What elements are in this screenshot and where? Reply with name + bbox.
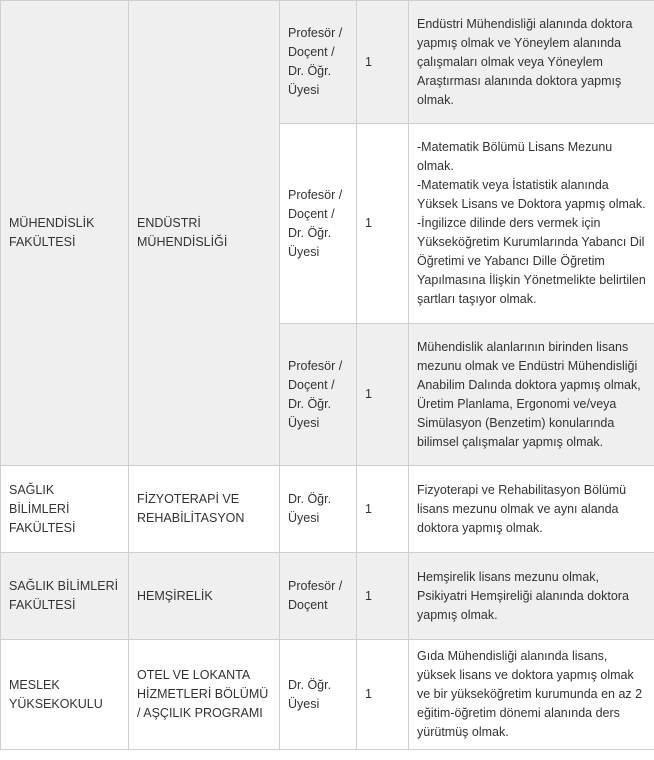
count-cell: 1 (357, 466, 409, 553)
title-cell: Dr. Öğr. Üyesi (280, 466, 357, 553)
count-cell: 1 (357, 553, 409, 640)
title-cell: Profesör / Doçent (280, 553, 357, 640)
faculty-cell: SAĞLIK BİLİMLERİ FAKÜLTESİ (1, 553, 129, 640)
table-row (1, 553, 654, 640)
requirement-cell: Fizyoterapi ve Rehabilitasyon Bölümü lisans mezunu olmak ve aynı alanda doktora yapmış olmak. (409, 466, 654, 553)
department-cell: FİZYOTERAPİ VE REHABİLİTASYON (129, 466, 280, 553)
requirement-cell: -Matematik Bölümü Lisans Mezunu olmak. -Matematik veya İstatistik alanında Yüksek Lisans ve Doktora yapmış olmak. -İngilizce dilinde ders vermek için Yükseköğretim Kurumlarında Yabancı Dil Öğretimi ve Yabancı Dille Öğretim Yapılmasına İlişkin Yönetmelikte belirtilen şartları taşıyor olmak. (409, 124, 654, 324)
title-cell: Profesör / Doçent / Dr. Öğr. Üyesi (280, 324, 357, 466)
requirement-cell: Hemşirelik lisans mezunu olmak, Psikiyatri Hemşireliği alanında doktora yapmış olmak. (409, 553, 654, 640)
title-cell: Dr. Öğr. Üyesi (280, 640, 357, 750)
count-cell: 1 (357, 324, 409, 466)
requirement-cell: Endüstri Mühendisliği alanında doktora yapmış olmak ve Yöneylem alanında çalışmaları olmak veya Yöneylem Araştırması alanında doktora yapmış olmak. (409, 1, 654, 124)
table-row (1, 466, 654, 553)
faculty-cell: MÜHENDİSLİK FAKÜLTESİ (1, 1, 129, 466)
requirement-cell: Gıda Mühendisliği alanında lisans, yüksek lisans ve doktora yapmış olmak ve bir yükseköğretim kurumunda en az 2 eğitim-öğretim dönemi alanında ders yürütmüş olmak. (409, 640, 654, 750)
count-cell: 1 (357, 124, 409, 324)
requirement-cell: Mühendislik alanlarının birinden lisans mezunu olmak ve Endüstri Mühendisliği Anabilim Dalında doktora yapmış olmak, Üretim Planlama, Ergonomi ve/veya Simülasyon (Benzetim) konularında bilimsel çalışmalar yapmış olmak. (409, 324, 654, 466)
title-cell: Profesör / Doçent / Dr. Öğr. Üyesi (280, 1, 357, 124)
department-cell: HEMŞİRELİK (129, 553, 280, 640)
department-cell: OTEL VE LOKANTA HİZMETLERİ BÖLÜMÜ / AŞÇILIK PROGRAMI (129, 640, 280, 750)
title-cell: Profesör / Doçent / Dr. Öğr. Üyesi (280, 124, 357, 324)
table-row (1, 1, 654, 124)
faculty-cell: SAĞLIK BİLİMLERİ FAKÜLTESİ (1, 466, 129, 553)
count-cell: 1 (357, 640, 409, 750)
faculty-cell: MESLEK YÜKSEKOKULU (1, 640, 129, 750)
department-cell: ENDÜSTRİ MÜHENDİSLİĞİ (129, 1, 280, 466)
table-row (1, 640, 654, 750)
count-cell: 1 (357, 1, 409, 124)
